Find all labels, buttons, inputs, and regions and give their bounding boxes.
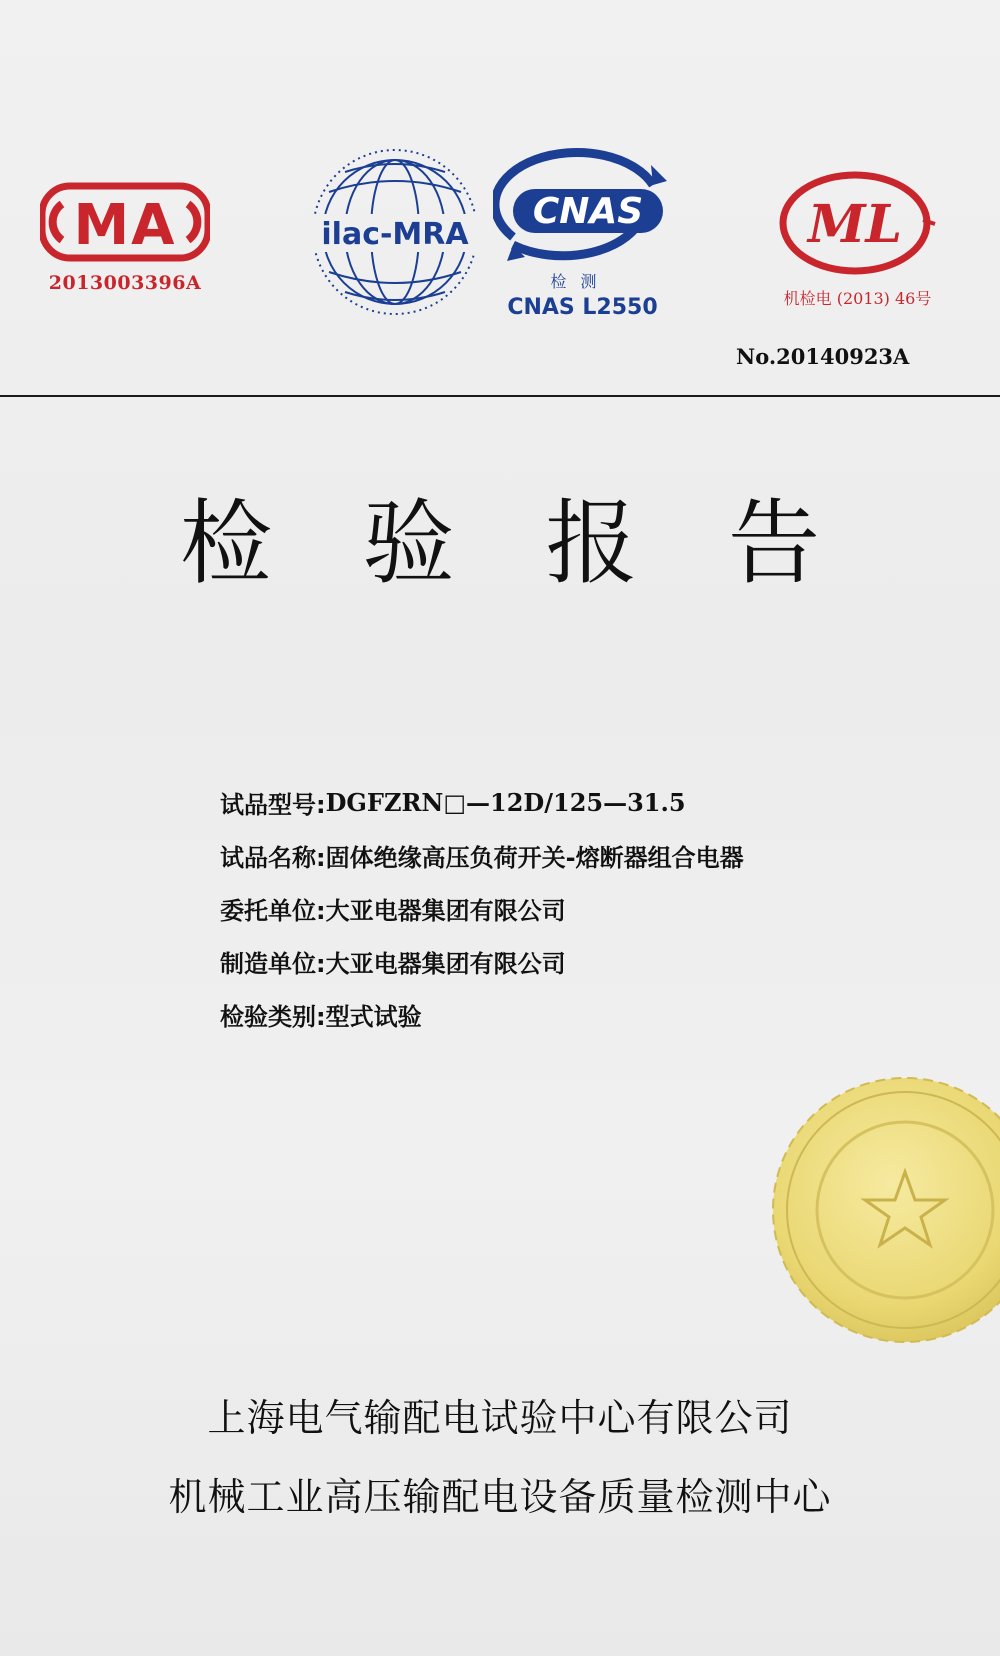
cnas-code: CNAS L2550 (507, 295, 658, 320)
info-label: 委托单位: (220, 897, 326, 925)
ilac-globe-icon (305, 142, 485, 322)
info-row-model (220, 776, 920, 829)
svg-text:ML: ML (807, 194, 903, 255)
footer-org-line-2: 机械工业高压输配电设备质量检测中心 (168, 1475, 832, 1519)
cma-logo (40, 178, 210, 294)
footer-org-line-1: 上海电气输配电试验中心有限公司 (207, 1396, 793, 1440)
info-value: 大亚电器集团有限公司 (325, 950, 566, 978)
cnas-mark-icon (493, 145, 673, 270)
info-row-manufacturer (220, 935, 920, 988)
info-label: 检验类别: (220, 1003, 326, 1031)
info-row-client (220, 882, 920, 935)
svg-text:CNAS: CNAS (532, 191, 644, 232)
info-label: 试品型号: (220, 791, 326, 819)
info-value: DGFZRN□—12D/125—31.5 (325, 788, 686, 817)
page-title (180, 490, 820, 597)
cnas-label: 检测 (550, 272, 611, 291)
ilac-mra-logo (305, 142, 485, 322)
header-divider (0, 395, 1000, 397)
ml-mark-icon (775, 168, 940, 278)
ml-logo (775, 168, 940, 309)
title-char: 检 (180, 490, 273, 597)
cma-code: 2013003396A (48, 272, 202, 294)
title-char: 告 (727, 490, 820, 597)
info-row-name (220, 829, 920, 882)
title-char: 验 (362, 490, 455, 597)
report-number: No.20140923A (736, 344, 910, 369)
info-value: 型式试验 (325, 1003, 422, 1031)
info-label: 试品名称: (220, 844, 326, 872)
info-value: 固体绝缘高压负荷开关-熔断器组合电器 (325, 844, 744, 872)
cnas-logo (493, 145, 673, 320)
info-label: 制造单位: (220, 950, 326, 978)
svg-text:MA: MA (73, 193, 177, 258)
gold-seal-icon (760, 1070, 1000, 1350)
sample-info-block (220, 776, 920, 1041)
info-row-test-type (220, 988, 920, 1041)
cma-mark-icon (40, 178, 210, 266)
info-value: 大亚电器集团有限公司 (325, 897, 566, 925)
ml-code: 机检电 (2013) 46号 (783, 289, 932, 308)
svg-text:ilac-MRA: ilac-MRA (321, 217, 469, 252)
title-char: 报 (545, 490, 638, 597)
